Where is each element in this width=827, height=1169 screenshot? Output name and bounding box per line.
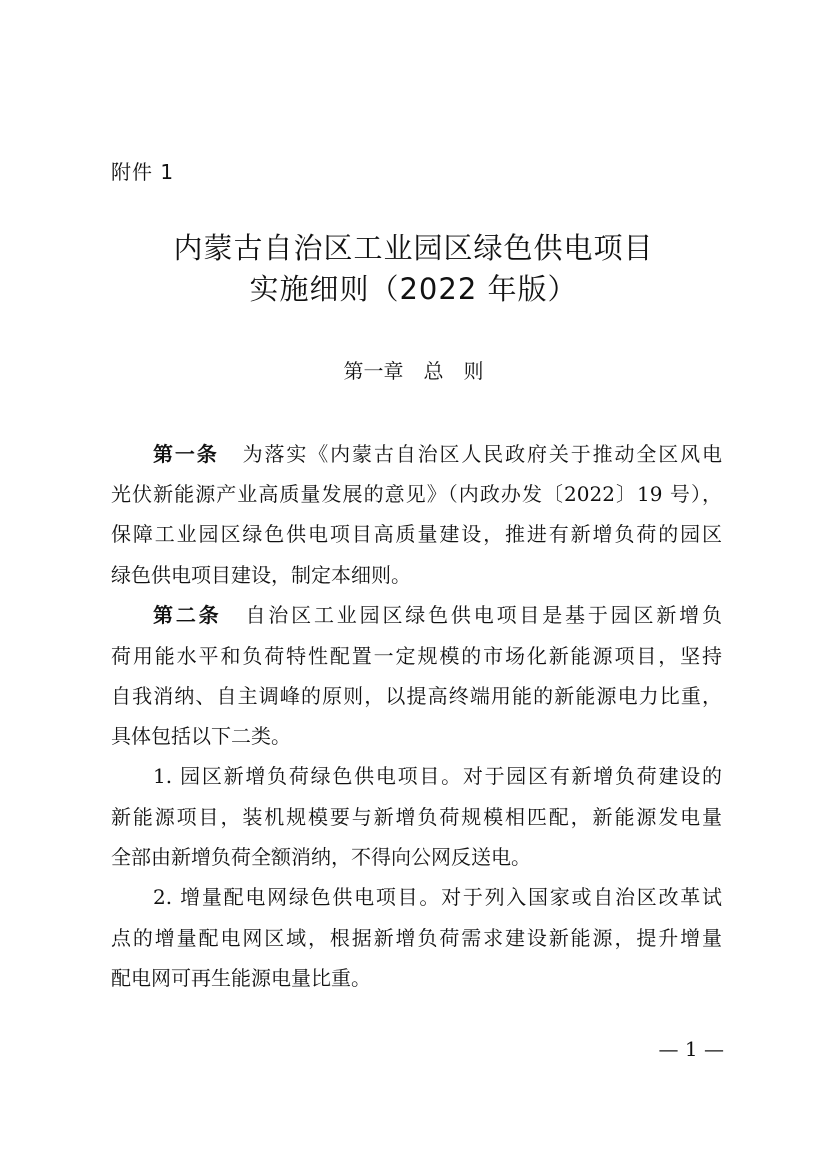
article-2-line (153, 601, 722, 629)
chapter-heading: 第一章 总 则 (343, 359, 484, 383)
article-2-text: 自治区工业园区绿色供电项目是基于园区新增负 (245, 603, 722, 627)
article-1-line (153, 440, 722, 468)
item-1-line: 1. 园区新增负荷绿色供电项目。对于园区有新增负荷建设的 (153, 764, 722, 788)
document-title-line-1: 内蒙古自治区工业园区绿色供电项目 (173, 231, 654, 265)
article-2-line: 自我消纳、自主调峰的原则，以提高终端用能的新能源电力比重， (111, 684, 722, 708)
article-1-label: 第一条 (153, 442, 219, 466)
article-2-line: 荷用能水平和负荷特性配置一定规模的市场化新能源项目，坚持 (111, 644, 722, 668)
page-number: — 1 — (658, 1037, 724, 1061)
article-2-label: 第二条 (153, 603, 222, 627)
item-1-line: 新能源项目，装机规模要与新增负荷规模相匹配，新能源发电量 (111, 805, 722, 829)
attachment-label: 附件 1 (111, 160, 175, 184)
item-1-line: 全部由新增负荷全额消纳，不得向公网反送电。 (111, 845, 531, 869)
item-2-line: 2. 增量配电网绿色供电项目。对于列入国家或自治区改革试 (153, 885, 722, 909)
article-1-line: 保障工业园区绿色供电项目高质量建设，推进有新增负荷的园区 (111, 522, 722, 546)
article-1-line: 绿色供电项目建设，制定本细则。 (111, 563, 411, 587)
item-2-line: 配电网可再生能源电量比重。 (111, 966, 371, 990)
article-2-line: 具体包括以下二类。 (111, 724, 291, 748)
item-2-line: 点的增量配电网区域，根据新增负荷需求建设新能源，提升增量 (111, 926, 722, 950)
article-1-text: 为落实《内蒙古自治区人民政府关于推动全区风电 (242, 442, 722, 466)
article-1-line: 光伏新能源产业高质量发展的意见》（内政办发〔2022〕19 号）， (111, 482, 722, 506)
document-title-line-2: 实施细则（2022 年版） (249, 272, 578, 306)
